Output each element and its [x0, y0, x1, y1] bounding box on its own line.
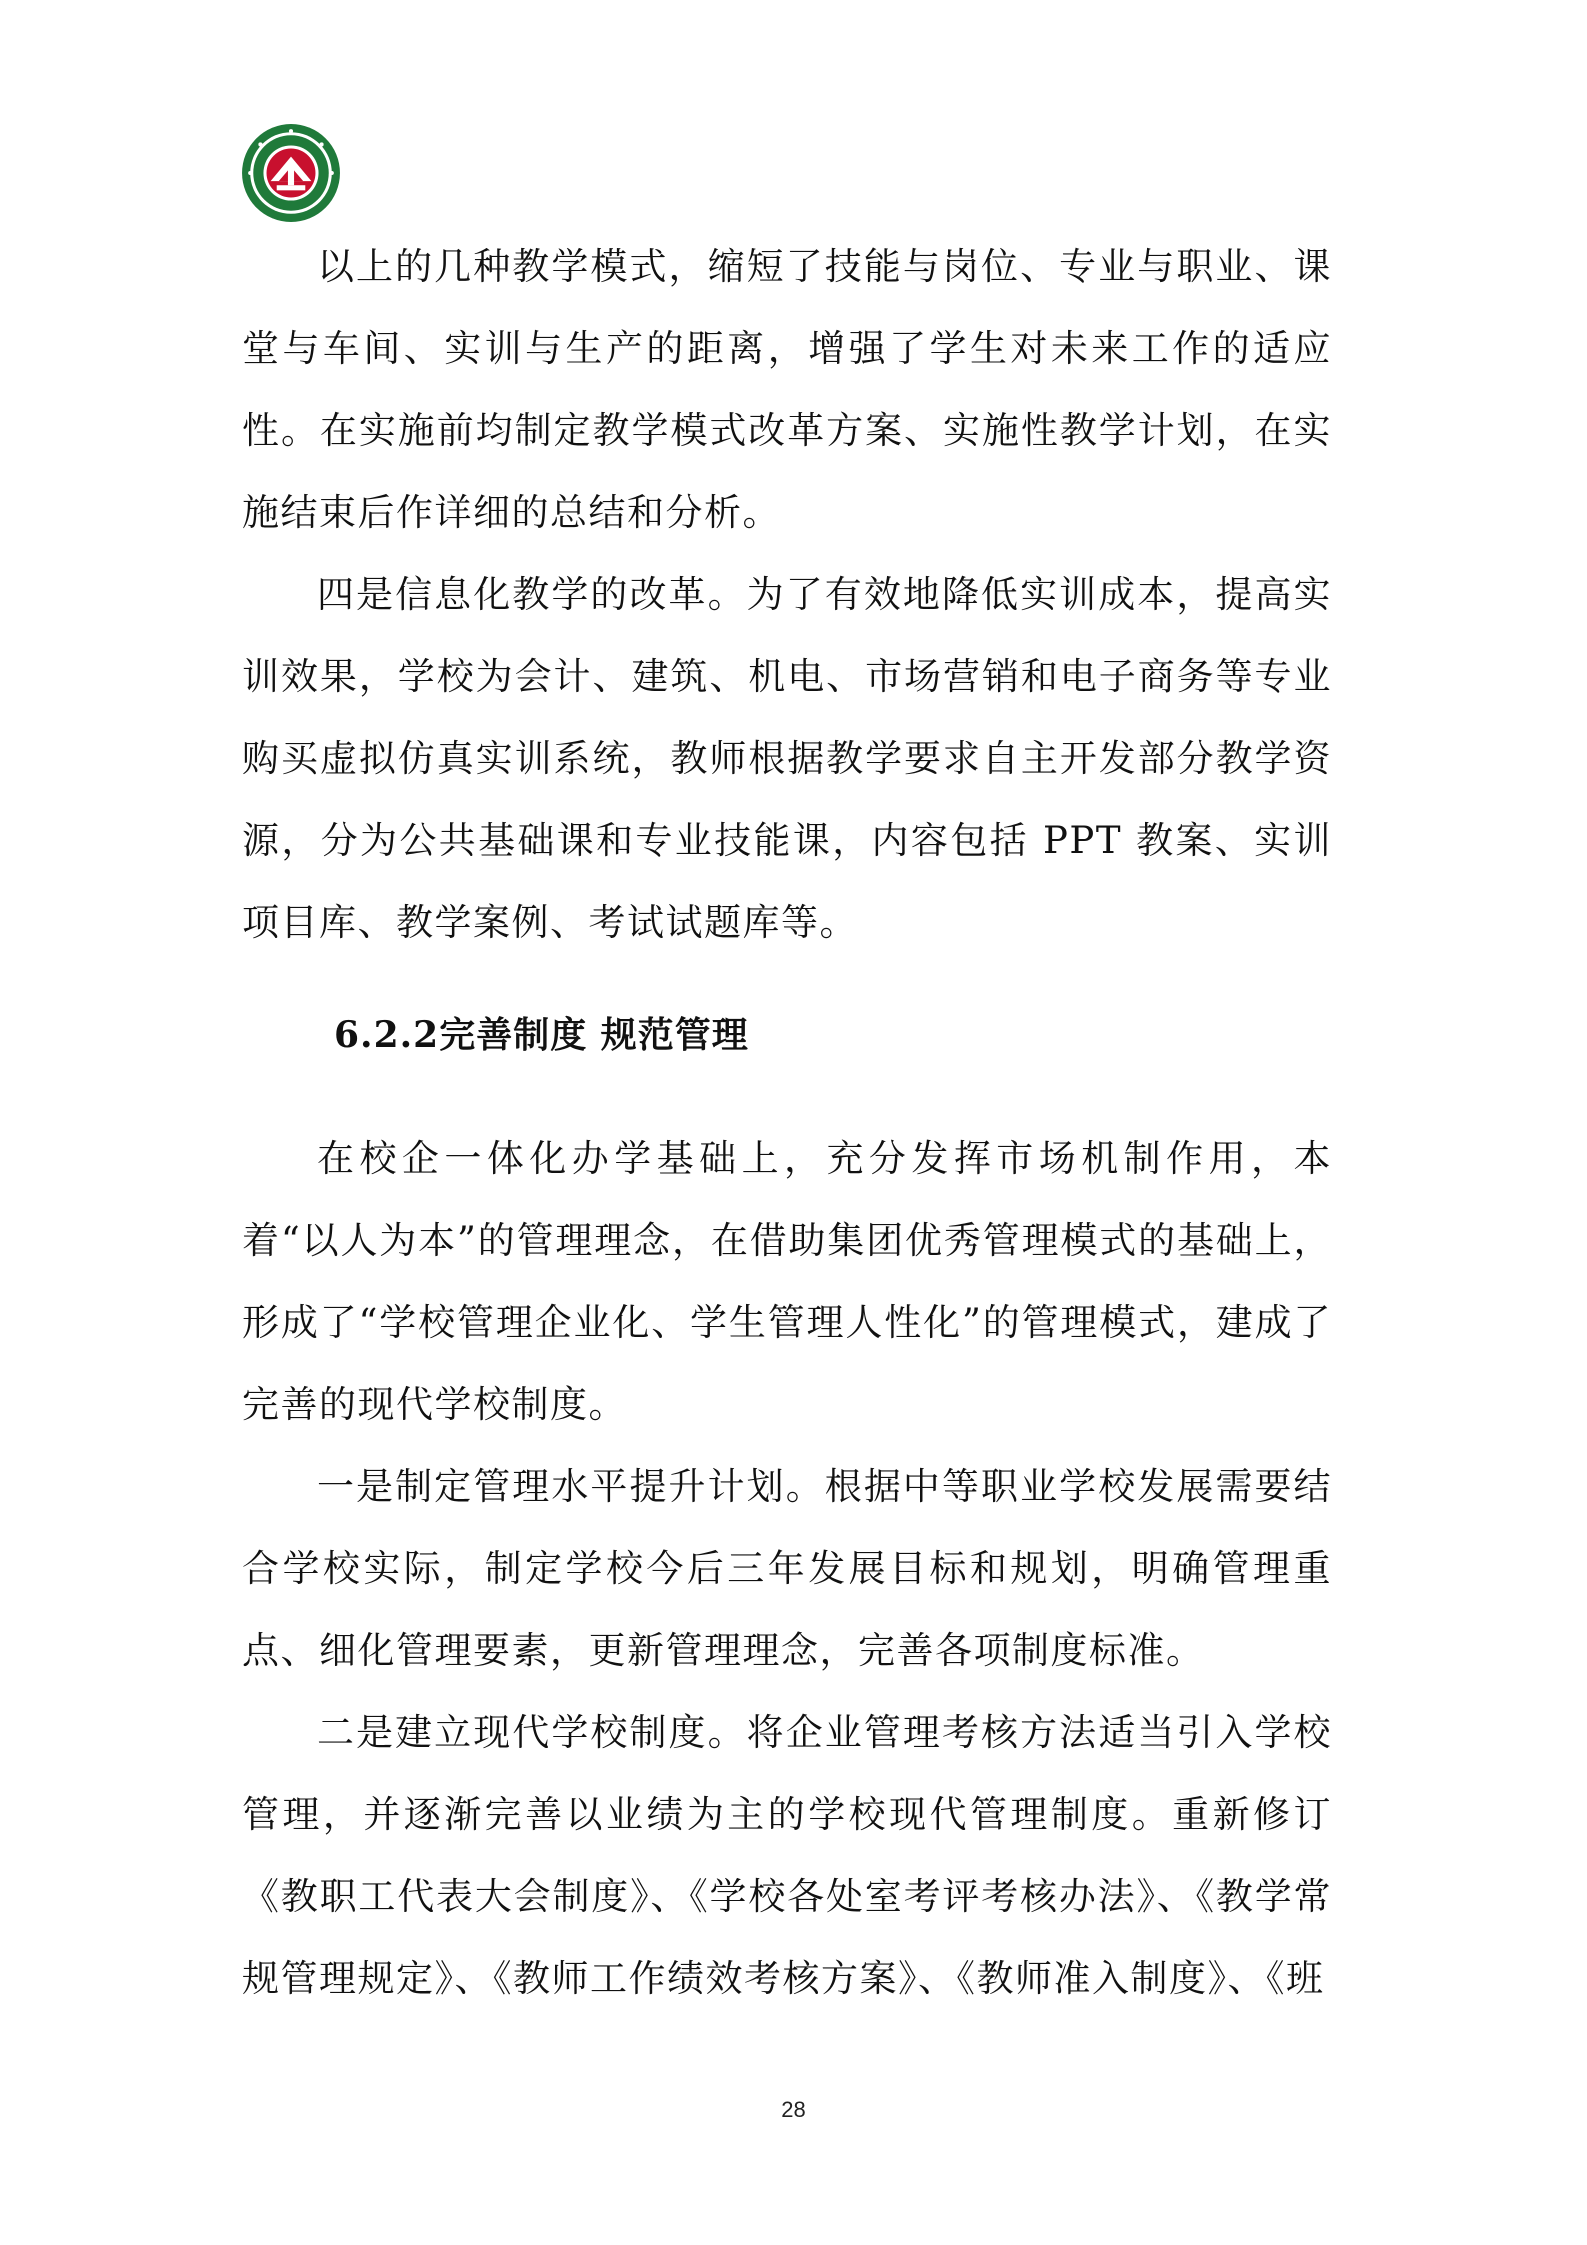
paragraph-management-model: 在校企一体化办学基础上，充分发挥市场机制作用，本着“以人为本”的管理理念，在借助集团优秀管理模式的基础上，形成了“学校管理企业化、学生管理人性化”的管理模式，建成了完善的现代学校制度。 [242, 1137, 1332, 1426]
paragraph-informatization: 四是信息化教学的改革。为了有效地降低实训成本，提高实训效果，学校为会计、建筑、机电、市场营销和电子商务等专业购买虚拟仿真实训系统，教师根据教学要求自主开发部分教学资源，分为公共基础课和专业技能课，内容包括 PPT 教案、实训项目库、教学案例、考试试题库等。 [242, 573, 1332, 944]
document-body [242, 226, 1332, 2020]
paragraph-management-plan: 一是制定管理水平提升计划。根据中等职业学校发展需要结合学校实际，制定学校今后三年发展目标和规划，明确管理重点、细化管理要素，更新管理理念，完善各项制度标准。 [242, 1465, 1332, 1672]
school-emblem-icon [240, 122, 342, 224]
paragraph-school-system: 二是建立现代学校制度。将企业管理考核方法适当引入学校管理，并逐渐完善以业绩为主的学校现代管理制度。重新修订《教职工代表大会制度》、《学校各处室考评考核办法》、《教学常规管理规定》、《教师工作绩效考核方案》、《教师准入制度》、《班 [242, 1711, 1332, 2000]
paragraph-teaching-modes: 以上的几种教学模式，缩短了技能与岗位、专业与职业、课堂与车间、实训与生产的距离，增强了学生对未来工作的适应性。在实施前均制定教学模式改革方案、实施性教学计划，在实施结束后作详细的总结和分析。 [242, 245, 1332, 534]
page-number: 28 [781, 2097, 806, 2122]
section-heading: 6.2.2完善制度 规范管理 [334, 1014, 749, 1056]
